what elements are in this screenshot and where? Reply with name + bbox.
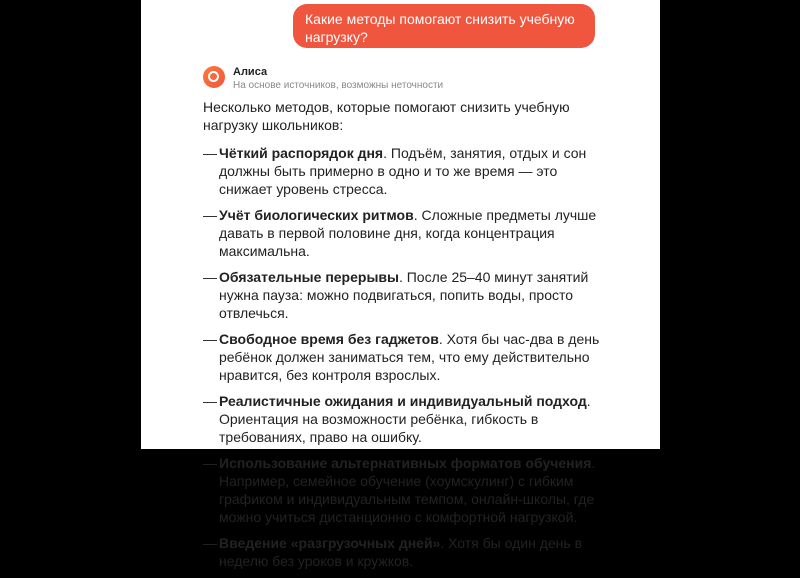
assistant-name: Алиса bbox=[233, 66, 268, 78]
list-dash: — bbox=[203, 535, 217, 551]
list-item-text: . Например, семейное обучение (хоумскулинг) с гибким графиком и индивидуальным темпом, онлайн-школы, где можно учиться дистанционно с комфортной нагрузкой. bbox=[219, 455, 596, 525]
list-item-text: . Ориентация на возможности ребёнка, гибкость в требованиях, право на ошибку. bbox=[219, 393, 591, 445]
assistant-answer bbox=[203, 98, 603, 578]
list-dash: — bbox=[203, 269, 217, 285]
list-item bbox=[203, 268, 603, 322]
list-item bbox=[203, 392, 603, 446]
answer-intro: Несколько методов, которые помогают снизить учебную нагрузку школьников: bbox=[203, 99, 570, 133]
alice-logo-icon bbox=[203, 66, 225, 88]
list-item-title: Чёткий распорядок дня bbox=[219, 145, 384, 161]
list-item-text: . Хотя бы час-два в день ребёнок должен заниматься тем, что ему действительно нравится, без контроля взрослых. bbox=[219, 331, 600, 383]
assistant-disclaimer: На основе источников, возможны неточности bbox=[233, 80, 444, 91]
list-item-title: Введение «разгрузочных дней» bbox=[219, 535, 441, 551]
chat-panel bbox=[141, 0, 660, 569]
list-dash: — bbox=[203, 207, 217, 223]
list-item-text: . Хотя бы один день в неделю без уроков и кружков. bbox=[219, 535, 583, 569]
list-item bbox=[203, 454, 603, 526]
list-item bbox=[203, 144, 603, 198]
list-item bbox=[203, 206, 603, 260]
user-message-line-1: Какие методы помогают снизить учебную bbox=[305, 11, 575, 27]
list-dash: — bbox=[203, 393, 217, 409]
list-dash: — bbox=[203, 145, 217, 161]
list-dash: — bbox=[203, 331, 217, 347]
list-item-title: Реалистичные ожидания и индивидуальный подход bbox=[219, 393, 587, 409]
list-item bbox=[203, 534, 603, 570]
list-item-title: Обязательные перерывы bbox=[219, 269, 399, 285]
list-item-title: Учёт биологических ритмов bbox=[219, 207, 414, 223]
list-item-text: . Подъём, занятия, отдых и сон должны быть примерно в одно и то же время — это снижает уровень стресса. bbox=[219, 145, 587, 197]
list-item-text: . Сложные предметы лучше давать в первой половине дня, когда концентрация максимальна. bbox=[219, 207, 597, 259]
list-item bbox=[203, 330, 603, 384]
user-message-bubble bbox=[293, 4, 595, 48]
list-item-title: Использование альтернативных форматов обучения bbox=[219, 455, 592, 471]
list-dash: — bbox=[203, 455, 217, 471]
list-item-text: . После 25–40 минут занятий нужна пауза: можно подвигаться, попить воды, просто отвлечься. bbox=[219, 269, 589, 321]
user-message-line-2: нагрузку? bbox=[305, 29, 368, 45]
method-list bbox=[203, 144, 603, 570]
list-item-title: Свободное время без гаджетов bbox=[219, 331, 439, 347]
